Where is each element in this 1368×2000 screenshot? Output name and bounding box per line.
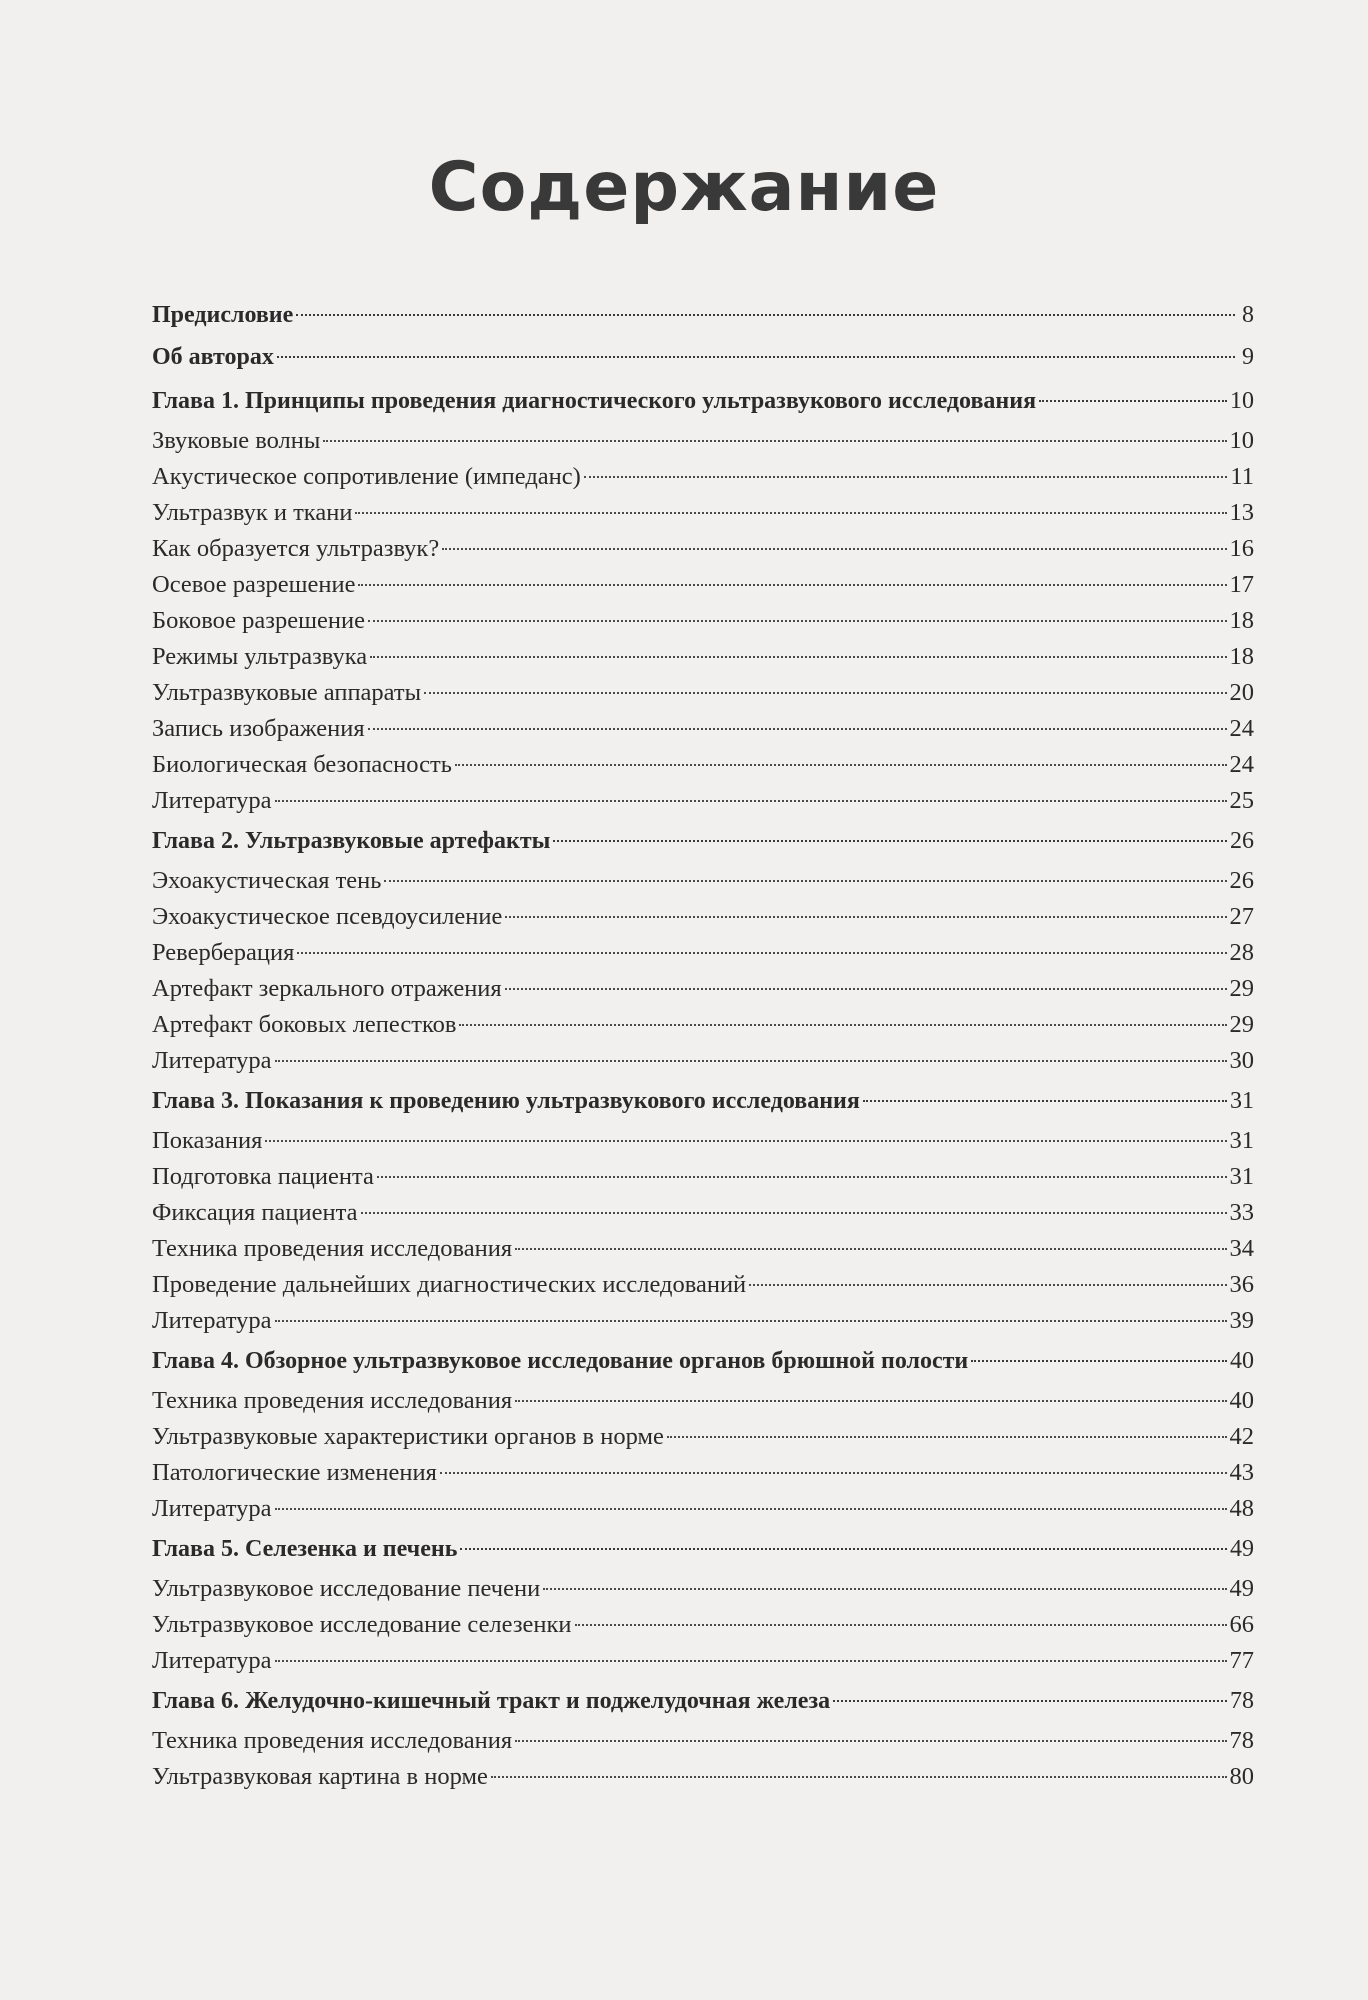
toc-entry-label: Литература: [152, 1495, 272, 1522]
toc-page-number: 78: [1230, 1688, 1254, 1714]
toc-entry[interactable]: [152, 899, 1254, 935]
dot-leader: [358, 584, 1226, 586]
toc-entry[interactable]: [152, 295, 1254, 335]
dot-leader: [749, 1284, 1226, 1286]
toc-entry[interactable]: [152, 935, 1254, 971]
toc-page-number: 34: [1229, 1235, 1254, 1262]
dot-leader: [505, 988, 1227, 990]
toc-entry-label: Ультразвуковое исследование селезенки: [152, 1611, 572, 1638]
toc-entry-label: Литература: [152, 787, 272, 814]
toc-entry-label: Ультразвуковые аппараты: [152, 679, 422, 706]
dot-leader: [515, 1400, 1226, 1402]
dot-leader: [355, 512, 1226, 514]
toc-page-number: 25: [1229, 787, 1254, 814]
dot-leader: [459, 1024, 1226, 1026]
dot-leader: [455, 764, 1227, 766]
toc-entry[interactable]: [152, 1043, 1254, 1079]
dot-leader: [971, 1360, 1227, 1362]
toc-page-number: 40: [1230, 1348, 1254, 1374]
toc-entry[interactable]: [152, 783, 1254, 819]
toc-page-number: 36: [1229, 1271, 1254, 1298]
dot-leader: [370, 656, 1226, 658]
toc-page-number: 80: [1229, 1763, 1254, 1790]
dot-leader: [275, 1660, 1227, 1662]
dot-leader: [442, 548, 1226, 550]
toc-entry-label: Литература: [152, 1647, 272, 1674]
toc-page-number: 17: [1229, 571, 1254, 598]
toc-entry[interactable]: [152, 1491, 1254, 1527]
dot-leader: [515, 1248, 1226, 1250]
dot-leader: [265, 1140, 1226, 1142]
toc-entry[interactable]: [152, 531, 1254, 567]
dot-leader: [384, 880, 1226, 882]
toc-entry-label: Об авторах: [152, 344, 274, 370]
toc-entry-label: Глава 4. Обзорное ультразвуковое исследование органов брюшной полости: [152, 1348, 969, 1374]
toc-page-number: 24: [1229, 715, 1254, 742]
toc-entry-label: Артефакт зеркального отражения: [152, 975, 502, 1002]
toc-page-number: 26: [1229, 867, 1254, 894]
toc-entry-label: Биологическая безопасность: [152, 751, 452, 778]
toc-page-number: 31: [1229, 1127, 1254, 1154]
toc-page-number: 28: [1229, 939, 1254, 966]
dot-leader: [424, 692, 1226, 694]
toc-entry[interactable]: [152, 1759, 1254, 1795]
toc-chapter-heading[interactable]: [152, 1339, 1254, 1383]
toc-entry[interactable]: [152, 1303, 1254, 1339]
dot-leader: [553, 840, 1227, 842]
toc-page-number: 39: [1229, 1307, 1254, 1334]
toc-entry-label: Патологические изменения: [152, 1459, 437, 1486]
dot-leader: [297, 952, 1226, 954]
toc-entry-label: Эхоакустическая тень: [152, 867, 382, 894]
toc-entry-label: Показания: [152, 1127, 263, 1154]
toc-entry[interactable]: [152, 1195, 1254, 1231]
toc-entry[interactable]: [152, 1455, 1254, 1491]
dot-leader: [275, 1060, 1227, 1062]
toc-page-number: 78: [1229, 1727, 1254, 1754]
toc-page-number: 31: [1229, 1163, 1254, 1190]
toc-entry-label: Фиксация пациента: [152, 1199, 358, 1226]
toc-entry-label: Литература: [152, 1047, 272, 1074]
dot-leader: [296, 314, 1235, 316]
toc-entry-label: Глава 1. Принципы проведения диагностического ультразвукового исследования: [152, 388, 1037, 414]
toc-entry-label: Глава 3. Показания к проведению ультразвукового исследования: [152, 1088, 860, 1114]
dot-leader: [460, 1548, 1227, 1550]
toc-chapter-heading[interactable]: [152, 1079, 1254, 1123]
toc-entry[interactable]: [152, 639, 1254, 675]
toc-entry[interactable]: [152, 459, 1254, 495]
toc-page-number: 29: [1229, 975, 1254, 1002]
toc-entry-label: Техника проведения исследования: [152, 1727, 513, 1754]
toc-page-number: 8: [1242, 302, 1254, 328]
toc-page-number: 20: [1229, 679, 1254, 706]
toc-entry[interactable]: [152, 1419, 1254, 1455]
dot-leader: [833, 1700, 1227, 1702]
toc-page-number: 10: [1230, 388, 1254, 414]
dot-leader: [277, 356, 1235, 358]
toc-entry[interactable]: [152, 423, 1254, 459]
toc-entry-label: Звуковые волны: [152, 427, 321, 454]
toc-page-number: 48: [1229, 1495, 1254, 1522]
toc-entry[interactable]: [152, 1723, 1254, 1759]
toc-page-number: 29: [1229, 1011, 1254, 1038]
toc-page-number: 27: [1229, 903, 1254, 930]
dot-leader: [361, 1212, 1227, 1214]
toc-entry[interactable]: [152, 675, 1254, 711]
toc-entry[interactable]: [152, 1159, 1254, 1195]
toc-entry-label: Ультразвук и ткани: [152, 499, 353, 526]
toc-entry-label: Глава 2. Ультразвуковые артефакты: [152, 828, 551, 854]
toc-page-number: 24: [1229, 751, 1254, 778]
dot-leader: [505, 916, 1226, 918]
toc-chapter-heading[interactable]: [152, 819, 1254, 863]
toc-chapter-heading[interactable]: [152, 1679, 1254, 1723]
toc-page-number: 77: [1229, 1647, 1254, 1674]
toc-entry[interactable]: [152, 711, 1254, 747]
toc-entry-label: Артефакт боковых лепестков: [152, 1011, 457, 1038]
table-of-contents: [152, 295, 1254, 1795]
toc-page-number: 18: [1229, 607, 1254, 634]
toc-page-number: 49: [1230, 1536, 1254, 1562]
toc-entry[interactable]: [152, 863, 1254, 899]
toc-page-number: 11: [1230, 463, 1254, 490]
dot-leader: [377, 1176, 1227, 1178]
dot-leader: [275, 800, 1227, 802]
toc-entry-label: Техника проведения исследования: [152, 1235, 513, 1262]
toc-page-number: 42: [1229, 1423, 1254, 1450]
toc-entry[interactable]: [152, 1007, 1254, 1043]
toc-chapter-heading[interactable]: [152, 1527, 1254, 1571]
dot-leader: [575, 1624, 1227, 1626]
toc-entry-label: Глава 6. Желудочно-кишечный тракт и поджелудочная железа: [152, 1688, 831, 1714]
toc-entry[interactable]: [152, 747, 1254, 783]
dot-leader: [543, 1588, 1226, 1590]
toc-page-number: 30: [1229, 1047, 1254, 1074]
toc-page-number: 40: [1229, 1387, 1254, 1414]
toc-page-number: 18: [1229, 643, 1254, 670]
toc-entry-label: Эхоакустическое псевдоусиление: [152, 903, 503, 930]
dot-leader: [584, 476, 1228, 478]
dot-leader: [667, 1436, 1227, 1438]
toc-entry[interactable]: [152, 1571, 1254, 1607]
dot-leader: [515, 1740, 1226, 1742]
toc-page-number: 66: [1229, 1611, 1254, 1638]
page-title: Содержание: [428, 148, 940, 227]
dot-leader: [1039, 400, 1227, 402]
toc-entry-label: Акустическое сопротивление (импеданс): [152, 463, 581, 490]
toc-page-number: 10: [1229, 427, 1254, 454]
toc-chapter-heading[interactable]: [152, 379, 1254, 423]
dot-leader: [491, 1776, 1227, 1778]
toc-entry[interactable]: [152, 567, 1254, 603]
toc-entry-label: Боковое разрешение: [152, 607, 365, 634]
toc-entry-label: Проведение дальнейших диагностических исследований: [152, 1271, 747, 1298]
toc-page-number: 16: [1229, 535, 1254, 562]
toc-page-number: 13: [1229, 499, 1254, 526]
toc-entry[interactable]: [152, 1231, 1254, 1267]
toc-entry-label: Режимы ультразвука: [152, 643, 368, 670]
toc-entry-label: Как образуется ультразвук?: [152, 535, 440, 562]
toc-entry[interactable]: [152, 1123, 1254, 1159]
toc-entry[interactable]: [152, 1267, 1254, 1303]
toc-page-number: 33: [1229, 1199, 1254, 1226]
dot-leader: [275, 1508, 1227, 1510]
toc-entry[interactable]: [152, 335, 1254, 379]
toc-entry-label: Запись изображения: [152, 715, 365, 742]
toc-entry-label: Ультразвуковая картина в норме: [152, 1763, 488, 1790]
toc-entry-label: Техника проведения исследования: [152, 1387, 513, 1414]
toc-entry-label: Подготовка пациента: [152, 1163, 374, 1190]
toc-entry[interactable]: [152, 1607, 1254, 1643]
dot-leader: [368, 728, 1227, 730]
toc-entry[interactable]: [152, 495, 1254, 531]
toc-entry-label: Литература: [152, 1307, 272, 1334]
dot-leader: [275, 1320, 1227, 1322]
dot-leader: [368, 620, 1227, 622]
toc-page-number: 49: [1229, 1575, 1254, 1602]
toc-entry[interactable]: [152, 1643, 1254, 1679]
toc-entry-label: Ультразвуковые характеристики органов в норме: [152, 1423, 664, 1450]
toc-entry-label: Осевое разрешение: [152, 571, 356, 598]
toc-entry-label: Предисловие: [152, 302, 294, 328]
dot-leader: [440, 1472, 1227, 1474]
dot-leader: [863, 1100, 1227, 1102]
toc-entry[interactable]: [152, 971, 1254, 1007]
toc-page-number: 31: [1230, 1088, 1254, 1114]
toc-page-number: 9: [1242, 344, 1254, 370]
toc-entry[interactable]: [152, 603, 1254, 639]
toc-page-number: 26: [1230, 828, 1254, 854]
toc-page-number: 43: [1229, 1459, 1254, 1486]
toc-entry[interactable]: [152, 1383, 1254, 1419]
dot-leader: [323, 440, 1226, 442]
toc-entry-label: Глава 5. Селезенка и печень: [152, 1536, 458, 1562]
toc-entry-label: Ультразвуковое исследование печени: [152, 1575, 541, 1602]
toc-entry-label: Реверберация: [152, 939, 295, 966]
